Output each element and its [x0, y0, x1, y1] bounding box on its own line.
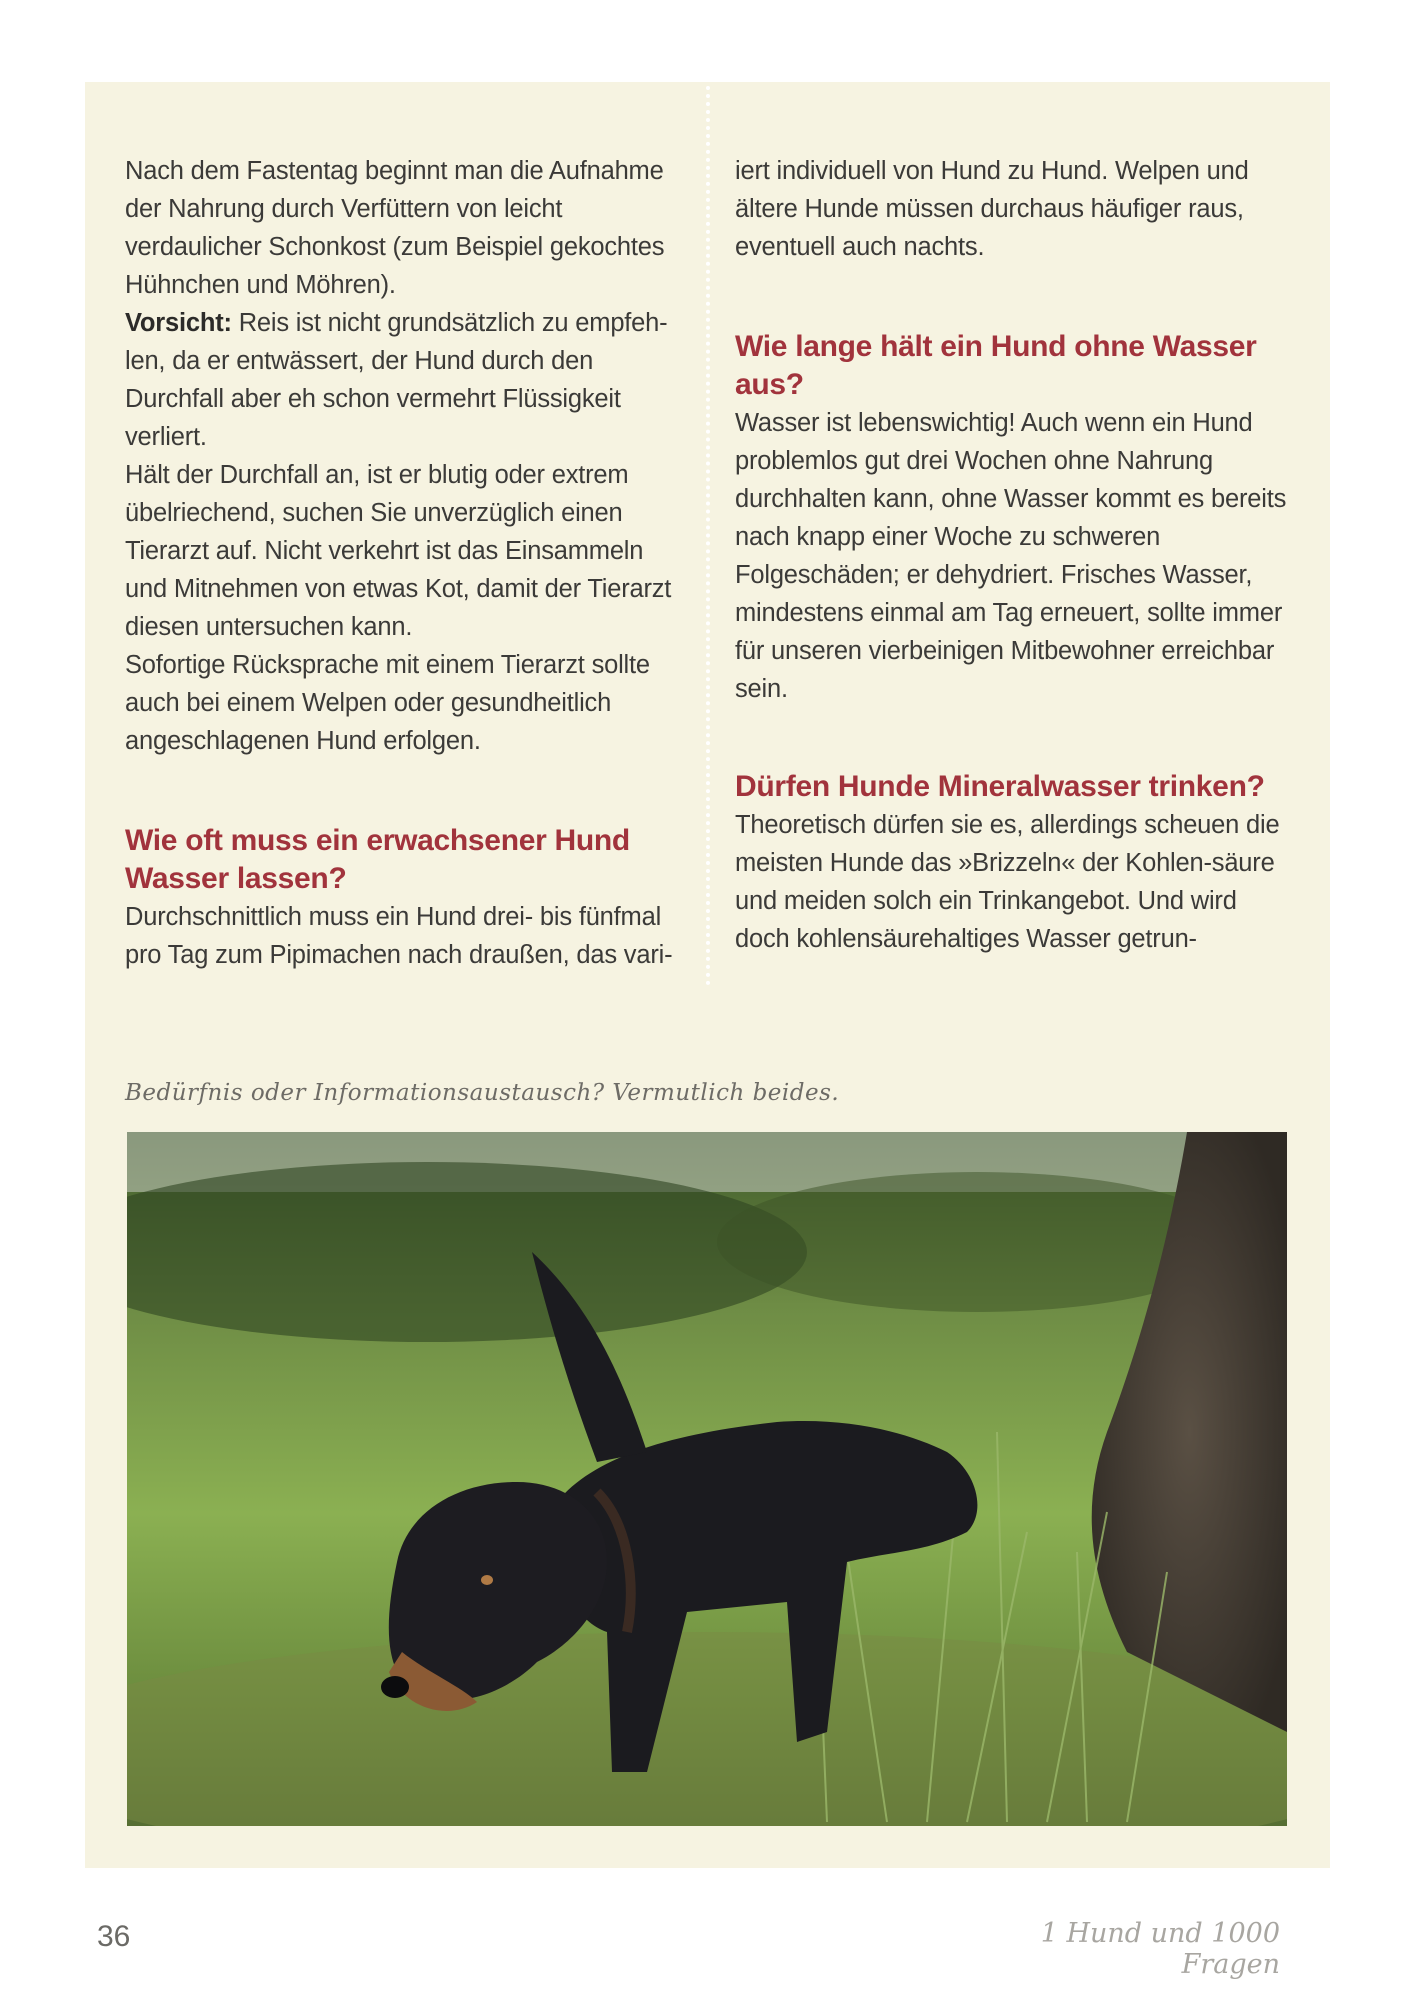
paragraph-continued: iert individuell von Hund zu Hund. Welpen und ältere Hunde müssen durchaus häufiger raus, eventuell auch nachts. — [735, 157, 1249, 261]
paragraph-lebenswichtig: Wasser ist lebenswichtig! Auch wenn ein Hund problemlos gut drei Wochen ohne Nahrung durchhalten kann, ohne Wasser kommt es bereits nach knapp einer Woche zu schweren Folgeschäden; er dehydriert. Frisches Wasser, mindestens einmal am Tag erneuert, sollte immer für unseren vierbeinigen Mitbewohner erreichbar sein. — [735, 409, 1287, 703]
page-number: 36 — [97, 1920, 131, 1953]
heading-wasser-lassen: Wie oft muss ein erwachsener Hund Wasser lassen? — [125, 824, 630, 895]
warning-text: Reis ist nicht grundsätzlich zu empfeh-len, da er entwässert, der Hund durch den Durchfall aber eh schon vermehrt Flüssigkeit verliert. — [125, 309, 668, 451]
book-title: 1 Hund und 1000 Fragen — [1040, 1918, 1280, 1980]
heading-ohne-wasser: Wie lange hält ein Hund ohne Wasser aus? — [735, 330, 1257, 401]
column-divider — [706, 86, 710, 986]
paragraph-pipimachen: Durchschnittlich muss ein Hund drei- bis fünfmal pro Tag zum Pipimachen nach draußen, das vari- — [125, 903, 673, 969]
photo-caption: Bedürfnis oder Informationsaustausch? Vermutlich beides. — [125, 1080, 840, 1106]
paragraph-schonkost: Nach dem Fastentag beginnt man die Aufnahme der Nahrung durch Verfüttern von leicht verdaulicher Schonkost (zum Beispiel gekochtes Hühnchen und Möhren). — [125, 157, 665, 299]
paragraph-kohlensaeure: Theoretisch dürfen sie es, allerdings scheuen die meisten Hunde das »Brizzeln« der Kohlen-säure und meiden solch ein Trinkangebot. Und wird doch kohlensäurehaltiges Wasser getrun- — [735, 811, 1280, 953]
paragraph-welpen: Sofortige Rücksprache mit einem Tierarzt sollte auch bei einem Welpen oder gesundheitlich angeschlagenen Hund erfolgen. — [125, 651, 650, 755]
paragraph-tierarzt: Hält der Durchfall an, ist er blutig oder extrem übelriechend, suchen Sie unverzüglich einen Tierarzt auf. Nicht verkehrt ist das Einsammeln und Mitnehmen von etwas Kot, damit der Tierarzt diesen untersuchen kann. — [125, 461, 672, 641]
left-column — [125, 152, 685, 974]
heading-mineralwasser: Dürfen Hunde Mineralwasser trinken? — [735, 770, 1265, 803]
warning-label: Vorsicht: — [125, 309, 232, 337]
photo-illustration — [127, 1132, 1287, 1826]
dachshund-photo — [127, 1132, 1287, 1826]
right-column — [735, 152, 1295, 958]
paragraph-vorsicht — [125, 304, 685, 456]
